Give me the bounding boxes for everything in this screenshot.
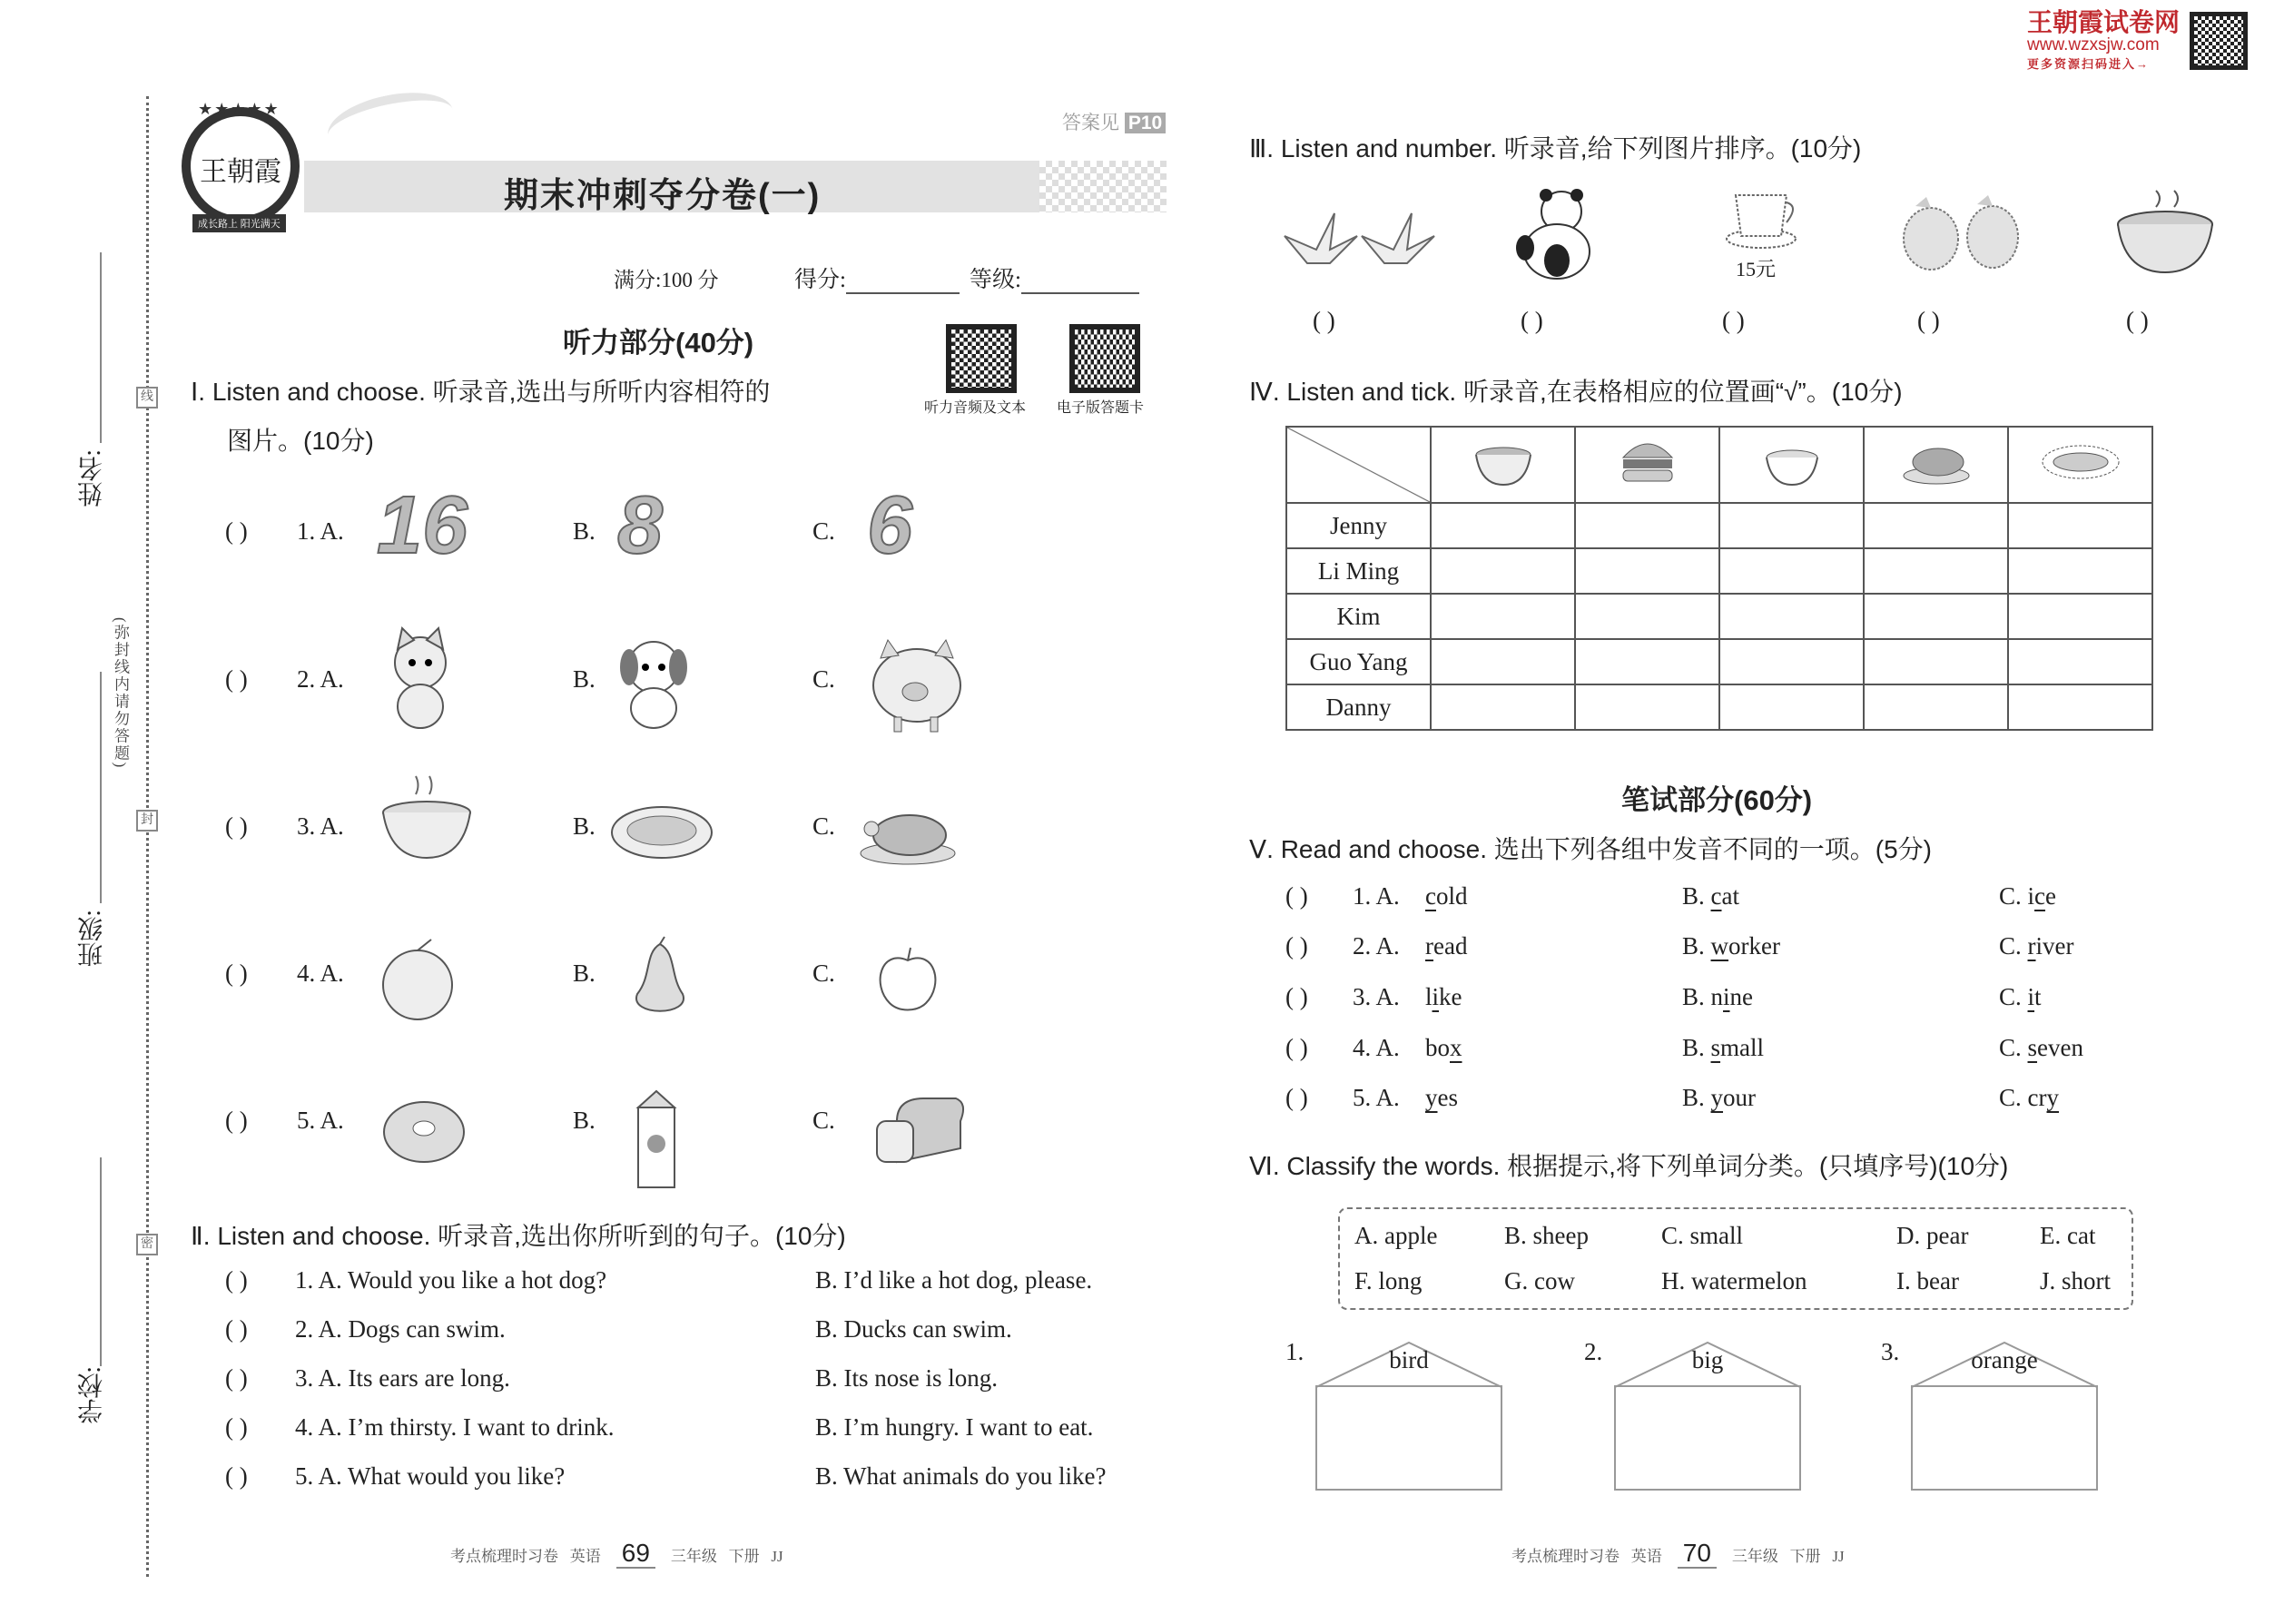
house-category-label: big	[1691, 1346, 1724, 1373]
option-label: B.	[1682, 983, 1711, 1010]
score-blank[interactable]	[846, 271, 960, 294]
category-house	[1614, 1341, 1801, 1491]
footer-grade: 三年级	[1731, 1548, 1778, 1565]
hamburger-icon	[1616, 435, 1679, 489]
house-number: 2.	[1584, 1338, 1603, 1365]
option-c-word	[1999, 932, 2074, 960]
option-b-sentence: B. I’d like a hot dog, please.	[815, 1266, 1093, 1294]
question-number: 4. A.	[297, 960, 344, 987]
footer-left	[450, 1539, 783, 1568]
underlined-letters: y	[1425, 1084, 1438, 1111]
option-label: B.	[1682, 1084, 1711, 1111]
question-number: 4. A.	[1353, 1034, 1400, 1061]
food-fish-column	[2008, 427, 2152, 503]
word-part: mall	[1720, 1034, 1765, 1061]
class-label: 班级:	[78, 910, 106, 968]
house-answer-area[interactable]	[1911, 1385, 2098, 1491]
underlined-letters: i	[1432, 983, 1440, 1010]
option-b-word	[1682, 882, 1739, 910]
tick-cell[interactable]	[2008, 594, 2152, 639]
grade-label: 等级:	[970, 268, 1021, 292]
word-part: ead	[1433, 932, 1468, 960]
option-label: B.	[1682, 882, 1711, 910]
word-part: our	[1723, 1084, 1757, 1111]
footer-edition: JJ	[771, 1548, 783, 1565]
number-6-picture: 6	[867, 480, 913, 571]
word-part: bo	[1425, 1034, 1450, 1061]
option-a-sentence: 5. A. What would you like?	[295, 1462, 566, 1490]
student-name: Jenny	[1286, 503, 1431, 548]
word-bank-item: J. short	[2040, 1267, 2112, 1294]
tick-cell[interactable]	[1431, 503, 1575, 548]
answer-ref-label: 答案见	[1062, 113, 1119, 133]
question-number: 5. A.	[297, 1107, 344, 1134]
question-number: 1. A.	[1353, 882, 1400, 910]
footer-subject: 英语	[569, 1548, 601, 1565]
section1-heading: Ⅰ. Listen and choose. 听录音,选出与所听内容相符的	[191, 378, 771, 406]
word-bank-item: A. apple	[1354, 1222, 1438, 1249]
section1-heading-cont: 图片。(10分)	[227, 427, 374, 455]
option-label: B.	[1682, 932, 1711, 960]
milk-carton-picture	[629, 1089, 684, 1191]
answer-blank[interactable]: ( )	[1285, 932, 1308, 960]
option-label: B.	[1682, 1034, 1711, 1061]
answer-ref-page: P10	[1125, 113, 1166, 133]
page-title: 期末冲刺夺分卷(一)	[504, 177, 822, 215]
brand-name: 王朝霞试卷网	[2027, 8, 2181, 36]
dumplings-plate-picture	[610, 803, 714, 862]
footer-edition: JJ	[1832, 1548, 1845, 1565]
number-8-picture: 8	[617, 480, 664, 571]
option-a-word	[1425, 1084, 1458, 1112]
noodles-bowl-picture	[379, 772, 475, 867]
option-c-label: C.	[812, 812, 835, 840]
house-category-label: orange	[1971, 1346, 2038, 1373]
option-c-word	[1999, 1034, 2083, 1062]
seal-mark: 封	[136, 810, 158, 832]
word-bank-item: F. long	[1354, 1267, 1423, 1294]
rice-icon	[1760, 435, 1824, 489]
ribbon-decoration	[322, 83, 458, 162]
option-b-word	[1682, 983, 1753, 1011]
seal-note: (弥封线内请勿答题)	[112, 617, 129, 770]
full-score: 满分:100 分	[614, 269, 719, 291]
tick-cell[interactable]	[1431, 684, 1575, 730]
answer-blank[interactable]: ( )	[1285, 1084, 1308, 1111]
answer-blank[interactable]: ( )	[1285, 882, 1308, 910]
option-c-word	[1999, 983, 2042, 1011]
answer-blank[interactable]: ( )	[225, 665, 248, 693]
underlined-letters: y	[1710, 1084, 1724, 1111]
student-name: Li Ming	[1286, 548, 1431, 594]
option-label: C.	[1999, 1034, 2028, 1061]
tick-cell[interactable]	[1431, 639, 1575, 684]
option-a-sentence: 4. A. I’m thirsty. I want to drink.	[295, 1413, 615, 1441]
option-c-label: C.	[812, 665, 835, 693]
word-part: old	[1435, 882, 1468, 910]
option-b-label: B.	[573, 665, 596, 693]
word-part: cr	[2027, 1084, 2047, 1111]
underlined-letters: s	[1710, 1034, 1721, 1061]
option-c-word	[1999, 882, 2056, 910]
tick-cell[interactable]	[1864, 594, 2008, 639]
answer-blank[interactable]: ( )	[225, 1364, 248, 1392]
tick-cell[interactable]	[2008, 684, 2152, 730]
option-a-sentence: 1. A. Would you like a hot dog?	[295, 1266, 607, 1294]
qr-code-answer-card[interactable]	[1069, 324, 1140, 393]
price-label: 15元	[1736, 258, 1777, 281]
house-answer-area[interactable]	[1315, 1385, 1502, 1491]
underlined-letters: r	[2027, 932, 2036, 960]
answer-blank[interactable]: ( )	[225, 812, 248, 840]
word-part: i	[2027, 882, 2035, 910]
answer-blank[interactable]: ( )	[225, 1413, 248, 1441]
student-name: Danny	[1286, 684, 1431, 730]
apple-picture	[871, 944, 944, 1012]
option-c-label: C.	[812, 517, 835, 545]
word-bank-item: G. cow	[1504, 1267, 1575, 1294]
option-b-word	[1682, 932, 1780, 960]
section5-heading: Ⅴ. Read and choose. 选出下列各组中发音不同的一项。(5分)	[1249, 835, 1932, 863]
underlined-letters: x	[1450, 1034, 1462, 1061]
underlined-letters: c	[2034, 882, 2046, 910]
word-part: n	[1710, 983, 1724, 1010]
footer-book: 考点梳理时习卷	[1511, 1548, 1620, 1565]
brand-tagline: 更多资源扫码进入→	[2027, 57, 2151, 71]
fish-icon	[2040, 439, 2122, 485]
orange-picture	[377, 935, 458, 1021]
order-blank[interactable]: ( )	[1521, 307, 1543, 334]
tick-cell[interactable]	[1431, 548, 1575, 594]
food-hamburger-column	[1575, 427, 1719, 503]
underlined-letters: s	[2027, 1034, 2038, 1061]
birds-picture	[1280, 209, 1439, 272]
tick-cell[interactable]	[1864, 503, 2008, 548]
option-b-label: B.	[573, 1107, 596, 1134]
tick-cell[interactable]	[1431, 594, 1575, 639]
house-number: 3.	[1881, 1338, 1900, 1365]
food-chicken-column	[1864, 427, 2008, 503]
option-c-word	[1999, 1084, 2059, 1112]
option-a-sentence: 3. A. Its ears are long.	[295, 1364, 510, 1392]
footer-right	[1511, 1539, 1845, 1568]
bread-picture	[870, 1094, 970, 1166]
name-label: 姓名:	[78, 449, 106, 507]
house-answer-area[interactable]	[1614, 1385, 1801, 1491]
tick-cell[interactable]	[2008, 503, 2152, 548]
footer-term: 下册	[1789, 1548, 1821, 1565]
answer-reference	[1062, 108, 1166, 135]
cat-picture	[379, 626, 461, 731]
option-label: C.	[1999, 983, 2028, 1010]
tea-cup-picture	[1725, 186, 1802, 250]
tick-cell[interactable]	[1575, 503, 1719, 548]
brand-header[interactable]	[2027, 9, 2180, 72]
class-field-line[interactable]	[100, 672, 102, 903]
underlined-letters: r	[1425, 932, 1433, 960]
underlined-letters: y	[2046, 1084, 2059, 1111]
footer-subject: 英语	[1630, 1548, 1662, 1565]
house-number: 1.	[1285, 1338, 1305, 1365]
option-label: C.	[1999, 1084, 2028, 1111]
logo-stars-icon: ★★★★★	[198, 100, 281, 118]
qr-label-audio: 听力音频及文本	[924, 400, 1027, 416]
option-b-sentence: B. I’m hungry. I want to eat.	[815, 1413, 1094, 1441]
soup-bowl-picture	[2115, 186, 2215, 281]
brand-url: www.wzxsjw.com	[2027, 35, 2160, 54]
student-name: Guo Yang	[1286, 639, 1431, 684]
logo-text: 王朝霞	[200, 156, 281, 188]
qr-code-audio[interactable]	[946, 324, 1017, 393]
question-number: 1. A.	[297, 517, 344, 545]
footer-book: 考点梳理时习卷	[450, 1548, 558, 1565]
tick-cell[interactable]	[1719, 503, 1864, 548]
word-part: even	[2037, 1034, 2083, 1061]
qr-label-answer-card: 电子版答题卡	[1057, 400, 1145, 416]
order-blank[interactable]: ( )	[2126, 307, 2149, 334]
food-noodles-column	[1431, 427, 1575, 503]
chicken-icon	[1900, 435, 1973, 489]
word-part: l	[1425, 983, 1433, 1010]
underlined-letters: c	[1425, 882, 1436, 910]
option-b-label: B.	[573, 517, 596, 545]
number-16-picture: 16	[377, 480, 468, 571]
underlined-letters: c	[1710, 882, 1722, 910]
page-number: 70	[1678, 1539, 1717, 1569]
answer-blank[interactable]: ( )	[225, 1107, 248, 1134]
option-a-word	[1425, 1034, 1462, 1062]
question-number: 3. A.	[297, 812, 344, 840]
option-b-sentence: B. What animals do you like?	[815, 1462, 1107, 1490]
section3-heading: Ⅲ. Listen and number. 听录音,给下列图片排序。(10分)	[1249, 134, 1862, 162]
donut-picture	[381, 1098, 468, 1166]
word-part: ke	[1439, 983, 1462, 1010]
tick-cell[interactable]	[1719, 548, 1864, 594]
option-label: C.	[1999, 932, 2028, 960]
word-bank-item: I. bear	[1896, 1267, 1959, 1294]
question-number: 3. A.	[1353, 983, 1400, 1010]
seal-mark: 线	[136, 387, 158, 408]
word-bank-item: E. cat	[2040, 1222, 2096, 1249]
noodles-icon	[1472, 435, 1535, 489]
word-bank-item: B. sheep	[1504, 1222, 1589, 1249]
word-part: at	[1721, 882, 1739, 910]
option-a-word	[1425, 983, 1462, 1011]
tick-cell[interactable]	[1575, 684, 1719, 730]
tick-cell[interactable]	[1719, 639, 1864, 684]
answer-blank[interactable]: ( )	[225, 1266, 248, 1294]
option-b-label: B.	[573, 812, 596, 840]
tick-cell[interactable]	[1575, 548, 1719, 594]
diagonal-header-cell	[1286, 427, 1431, 503]
word-part: ne	[1729, 983, 1754, 1010]
word-part: e	[2045, 882, 2056, 910]
word-bank-item: D. pear	[1896, 1222, 1969, 1249]
tick-cell[interactable]	[1864, 639, 2008, 684]
tick-cell[interactable]	[2008, 639, 2152, 684]
name-field-line[interactable]	[100, 252, 102, 443]
underlined-letters: w	[1710, 932, 1729, 960]
logo-motto: 成长路上 阳光满天	[192, 214, 286, 232]
grade-field[interactable]	[970, 261, 1139, 294]
score-field[interactable]	[794, 261, 960, 294]
answer-blank[interactable]: ( )	[1285, 983, 1308, 1010]
word-bank-item: H. watermelon	[1661, 1267, 1807, 1294]
house-category-label: bird	[1389, 1346, 1429, 1373]
panda-picture	[1511, 186, 1602, 281]
category-house	[1911, 1341, 2098, 1491]
word-part: iver	[2035, 932, 2074, 960]
order-blank[interactable]: ( )	[1722, 307, 1745, 334]
page-number: 69	[616, 1539, 655, 1569]
pear-picture	[626, 935, 694, 1026]
category-house	[1315, 1341, 1502, 1491]
option-a-sentence: 2. A. Dogs can swim.	[295, 1315, 506, 1343]
tick-cell[interactable]	[2008, 548, 2152, 594]
tick-cell[interactable]	[1575, 639, 1719, 684]
score-label: 得分:	[794, 268, 846, 292]
option-c-label: C.	[812, 960, 835, 987]
option-b-sentence: B. Its nose is long.	[815, 1364, 999, 1392]
food-rice-column	[1719, 427, 1864, 503]
word-bank-item: C. small	[1661, 1222, 1744, 1249]
footer-grade: 三年级	[670, 1548, 717, 1565]
student-name: Kim	[1286, 594, 1431, 639]
school-field-line[interactable]	[100, 1157, 102, 1366]
tick-cell[interactable]	[1719, 684, 1864, 730]
writing-heading: 笔试部分(60分)	[1621, 784, 1813, 816]
underlined-letters: i	[1723, 983, 1730, 1010]
question-number: 2. A.	[1353, 932, 1400, 960]
tick-cell[interactable]	[1864, 548, 2008, 594]
option-a-word	[1425, 932, 1467, 960]
order-blank[interactable]: ( )	[1313, 307, 1335, 334]
seal-mark: 密	[136, 1234, 158, 1255]
answer-blank[interactable]: ( )	[225, 960, 248, 987]
question-number: 5. A.	[1353, 1084, 1400, 1111]
underlined-letters: i	[2027, 983, 2035, 1010]
grade-blank[interactable]	[1021, 271, 1139, 294]
option-b-label: B.	[573, 960, 596, 987]
brand-logo-badge	[182, 107, 300, 225]
school-label: 学校:	[78, 1366, 106, 1424]
order-blank[interactable]: ( )	[1917, 307, 1940, 334]
option-c-label: C.	[812, 1107, 835, 1134]
listening-heading: 听力部分(40分)	[563, 327, 754, 359]
answer-blank[interactable]: ( )	[225, 1315, 248, 1343]
tick-cell[interactable]	[1575, 594, 1719, 639]
answer-blank[interactable]: ( )	[1285, 1034, 1308, 1061]
brand-qr-code[interactable]	[2190, 12, 2248, 70]
answer-blank[interactable]: ( )	[225, 517, 248, 545]
option-a-word	[1425, 882, 1468, 910]
footer-term: 下册	[728, 1548, 760, 1565]
roast-chicken-picture	[853, 803, 958, 867]
question-number: 2. A.	[297, 665, 344, 693]
word-part: es	[1437, 1084, 1458, 1111]
plums-picture	[1893, 186, 2029, 272]
tick-cell[interactable]	[1719, 594, 1864, 639]
word-part: orker	[1728, 932, 1780, 960]
answer-blank[interactable]: ( )	[225, 1462, 248, 1490]
section4-heading: Ⅳ. Listen and tick. 听录音,在表格相应的位置画“√”。(10分)	[1249, 378, 1903, 406]
title-band-checker	[1039, 161, 1167, 212]
option-b-word	[1682, 1084, 1756, 1112]
pig-picture	[862, 635, 967, 735]
option-label: C.	[1999, 882, 2028, 910]
option-b-sentence: B. Ducks can swim.	[815, 1315, 1012, 1343]
section2-heading: Ⅱ. Listen and choose. 听录音,选出你所听到的句子。(10分)	[191, 1222, 846, 1250]
tick-cell[interactable]	[1864, 684, 2008, 730]
word-part: t	[2034, 983, 2042, 1010]
section6-heading: Ⅵ. Classify the words. 根据提示,将下列单词分类。(只填序号)(10分)	[1249, 1152, 2009, 1180]
option-b-word	[1682, 1034, 1764, 1062]
dog-picture	[613, 631, 694, 731]
seal-dotted-line	[146, 96, 149, 1577]
tick-table	[1285, 426, 2153, 731]
